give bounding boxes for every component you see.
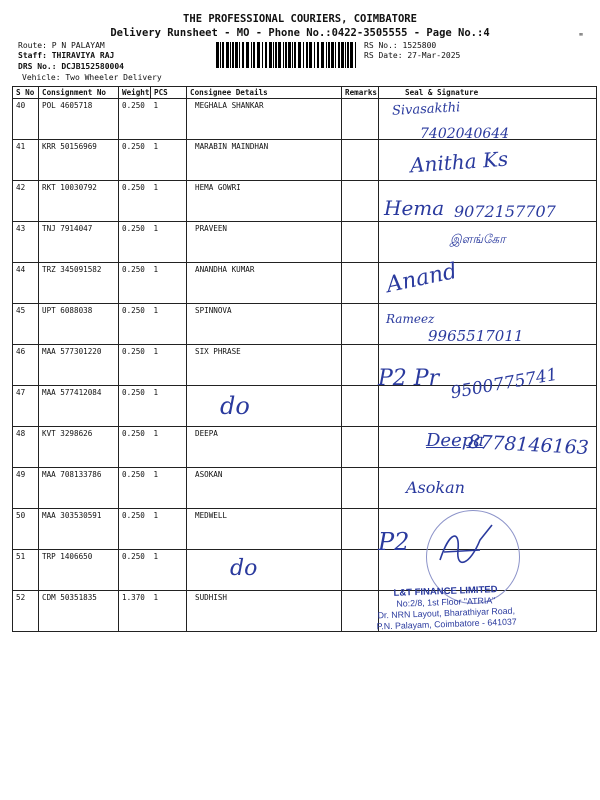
barcode-bar	[338, 42, 340, 68]
row-remarks	[342, 140, 379, 181]
row-remarks	[342, 386, 379, 427]
signature-41: Anitha Ks	[409, 146, 509, 178]
row-consignment-no: MAA 577301220	[39, 345, 119, 386]
row-consignee: MEGHALA SHANKAR	[187, 99, 342, 140]
barcode-bar	[222, 42, 224, 68]
phone-48: 8778146163	[467, 430, 590, 460]
barcode-bar	[251, 42, 252, 68]
barcode-bar	[306, 42, 308, 68]
row-pcs: 1	[151, 591, 187, 632]
barcode-bar	[257, 42, 260, 68]
barcode-bar	[246, 42, 249, 68]
table-row	[13, 222, 597, 263]
barcode-bar	[226, 42, 229, 68]
signature-48: Deepa	[426, 430, 484, 451]
barcode-bar	[321, 42, 324, 68]
row-weight: 0.250	[119, 509, 151, 550]
company-stamp	[375, 584, 517, 633]
barcode-bar	[230, 42, 231, 68]
route-label: Route: P N PALAYAM	[18, 41, 105, 50]
row-sno: 52	[13, 591, 39, 632]
row-sno: 40	[13, 99, 39, 140]
row-sno: 51	[13, 550, 39, 591]
ditto-47: do	[220, 392, 250, 420]
seal-scribble	[430, 520, 500, 570]
col-signature: Seal & Signature	[379, 87, 597, 99]
row-consignment-no: RKT 10030792	[39, 181, 119, 222]
row-sno: 48	[13, 427, 39, 468]
row-consignee: SUDHISH	[187, 591, 342, 632]
signature-46: P2 Pr	[378, 366, 440, 391]
barcode-bar	[298, 42, 301, 68]
row-remarks	[342, 99, 379, 140]
runsheet-subtitle: Delivery Runsheet - MO - Phone No.:0422-3505555 - Page No.:4	[110, 27, 490, 39]
row-weight: 0.250	[119, 140, 151, 181]
barcode-bar	[331, 42, 334, 68]
barcode	[216, 42, 356, 68]
row-pcs: 1	[151, 222, 187, 263]
row-consignment-no: UPT 6088038	[39, 304, 119, 345]
row-weight: 0.250	[119, 222, 151, 263]
row-sno: 47	[13, 386, 39, 427]
staff-label: Staff: THIRAVIYA RAJ	[18, 51, 115, 60]
row-remarks	[342, 263, 379, 304]
row-pcs: 1	[151, 181, 187, 222]
row-pcs: 1	[151, 386, 187, 427]
row-remarks	[342, 550, 379, 591]
row-consignee: ANANDHA KUMAR	[187, 263, 342, 304]
phone-46: 9500775741	[449, 364, 560, 404]
row-consignment-no: POL 4605718	[39, 99, 119, 140]
row-remarks	[342, 304, 379, 345]
row-sno: 49	[13, 468, 39, 509]
barcode-bar	[253, 42, 255, 68]
row-weight: 0.250	[119, 304, 151, 345]
row-pcs: 1	[151, 509, 187, 550]
row-pcs: 1	[151, 263, 187, 304]
barcode-bar	[326, 42, 327, 68]
row-sno: 44	[13, 263, 39, 304]
phone-40: 7402040644	[420, 126, 510, 142]
stamp-name: L&T FINANCE LIMITED	[393, 584, 498, 599]
row-sno: 43	[13, 222, 39, 263]
col-consignment: Consignment No	[39, 87, 119, 99]
row-sno: 46	[13, 345, 39, 386]
corner-mark: "	[578, 32, 585, 43]
phone-45: 9965517011	[428, 327, 524, 345]
barcode-bar	[273, 42, 274, 68]
row-remarks	[342, 468, 379, 509]
row-weight: 0.250	[119, 468, 151, 509]
row-pcs: 1	[151, 345, 187, 386]
row-weight: 0.250	[119, 427, 151, 468]
row-pcs: 1	[151, 427, 187, 468]
col-consignee: Consignee Details	[187, 87, 342, 99]
row-consignee	[187, 550, 342, 591]
rs-number: RS No.: 1525800	[364, 41, 437, 50]
barcode-bar	[303, 42, 304, 68]
row-consignment-no: MAA 708133786	[39, 468, 119, 509]
col-weight: Weight	[119, 87, 151, 99]
signature-40: Sivasakthi	[391, 100, 461, 119]
row-pcs: 1	[151, 140, 187, 181]
row-sno: 50	[13, 509, 39, 550]
barcode-bar	[216, 42, 219, 68]
barcode-bar	[239, 42, 240, 68]
row-consignment-no: CDM 50351835	[39, 591, 119, 632]
barcode-bar	[220, 42, 221, 68]
barcode-bar	[232, 42, 234, 68]
stamp-address-line3: P.N. Palayam, Coimbatore - 641037	[376, 616, 517, 632]
barcode-bar	[242, 42, 244, 68]
barcode-bar	[269, 42, 272, 68]
phone-42: 9072157707	[454, 202, 556, 221]
barcode-bar	[292, 42, 293, 68]
barcode-bar	[347, 42, 349, 68]
row-consignment-no: KVT 3298626	[39, 427, 119, 468]
row-remarks	[342, 181, 379, 222]
row-consignee: HEMA GOWRI	[187, 181, 342, 222]
row-consignee: MARABIN MAINDHAN	[187, 140, 342, 181]
signature-43: இளங்கோ	[450, 232, 506, 246]
row-consignee: ASOKAN	[187, 468, 342, 509]
barcode-bar	[283, 42, 284, 68]
barcode-bar	[355, 42, 356, 68]
row-weight: 0.250	[119, 345, 151, 386]
row-pcs: 1	[151, 550, 187, 591]
row-consignee: PRAVEEN	[187, 222, 342, 263]
row-consignee: DEEPA	[187, 427, 342, 468]
rs-date: RS Date: 27-Mar-2025	[364, 51, 461, 60]
row-weight: 1.370	[119, 591, 151, 632]
barcode-bar	[309, 42, 312, 68]
ditto-51: do	[230, 556, 258, 581]
table-row	[13, 263, 597, 304]
row-weight: 0.250	[119, 181, 151, 222]
row-sno: 45	[13, 304, 39, 345]
row-consignment-no: KRR 50156969	[39, 140, 119, 181]
barcode-bar	[265, 42, 267, 68]
barcode-bar	[314, 42, 315, 68]
company-title: THE PROFESSIONAL COURIERS, COIMBATORE	[183, 13, 417, 25]
barcode-bar	[328, 42, 330, 68]
barcode-bar	[285, 42, 287, 68]
row-pcs: 1	[151, 468, 187, 509]
barcode-bar	[235, 42, 238, 68]
row-weight: 0.250	[119, 386, 151, 427]
row-remarks	[342, 509, 379, 550]
barcode-bar	[278, 42, 281, 68]
row-consignment-no: TRP 1406650	[39, 550, 119, 591]
vehicle-label: Vehicle: Two Wheeler Delivery	[22, 73, 162, 82]
table-row	[13, 140, 597, 181]
signature-45: Rameez	[386, 312, 435, 326]
signature-49: Asokan	[406, 478, 465, 497]
row-remarks	[342, 591, 379, 632]
signature-44: Anand	[384, 258, 460, 299]
barcode-bar	[262, 42, 263, 68]
table-row	[13, 468, 597, 509]
barcode-bar	[335, 42, 336, 68]
barcode-bar	[345, 42, 346, 68]
table-header-row	[13, 87, 597, 99]
stamp-address-line1: No:2/8, 1st Floor "ATRIA"	[396, 595, 496, 609]
row-remarks	[342, 427, 379, 468]
barcode-bar	[350, 42, 353, 68]
barcode-bar	[294, 42, 296, 68]
row-remarks	[342, 222, 379, 263]
barcode-bar	[341, 42, 344, 68]
signature-50: P2	[378, 528, 410, 556]
signature-42: Hema	[384, 196, 445, 220]
row-consignment-no: TNJ 7914047	[39, 222, 119, 263]
drs-number: DRS No.: DCJB152580004	[18, 62, 124, 71]
row-weight: 0.250	[119, 263, 151, 304]
row-remarks	[342, 345, 379, 386]
row-consignee: SPINNOVA	[187, 304, 342, 345]
row-consignee	[187, 386, 342, 427]
col-sno: S No	[13, 87, 39, 99]
row-consignment-no: TRZ 345091582	[39, 263, 119, 304]
row-weight: 0.250	[119, 550, 151, 591]
row-sno: 41	[13, 140, 39, 181]
barcode-bar	[288, 42, 291, 68]
barcode-bar	[317, 42, 319, 68]
row-consignee: MEDWELL	[187, 509, 342, 550]
row-pcs: 1	[151, 304, 187, 345]
row-pcs: 1	[151, 99, 187, 140]
row-weight: 0.250	[119, 99, 151, 140]
col-pcs: PCS	[151, 87, 187, 99]
row-consignment-no: MAA 303530591	[39, 509, 119, 550]
stamp-address-line2: Dr. NRN Layout, Bharathiyar Road,	[377, 605, 516, 621]
barcode-bar	[275, 42, 277, 68]
row-sno: 42	[13, 181, 39, 222]
row-consignment-no: MAA 577412084	[39, 386, 119, 427]
col-remarks: Remarks	[342, 87, 379, 99]
row-consignee: SIX PHRASE	[187, 345, 342, 386]
